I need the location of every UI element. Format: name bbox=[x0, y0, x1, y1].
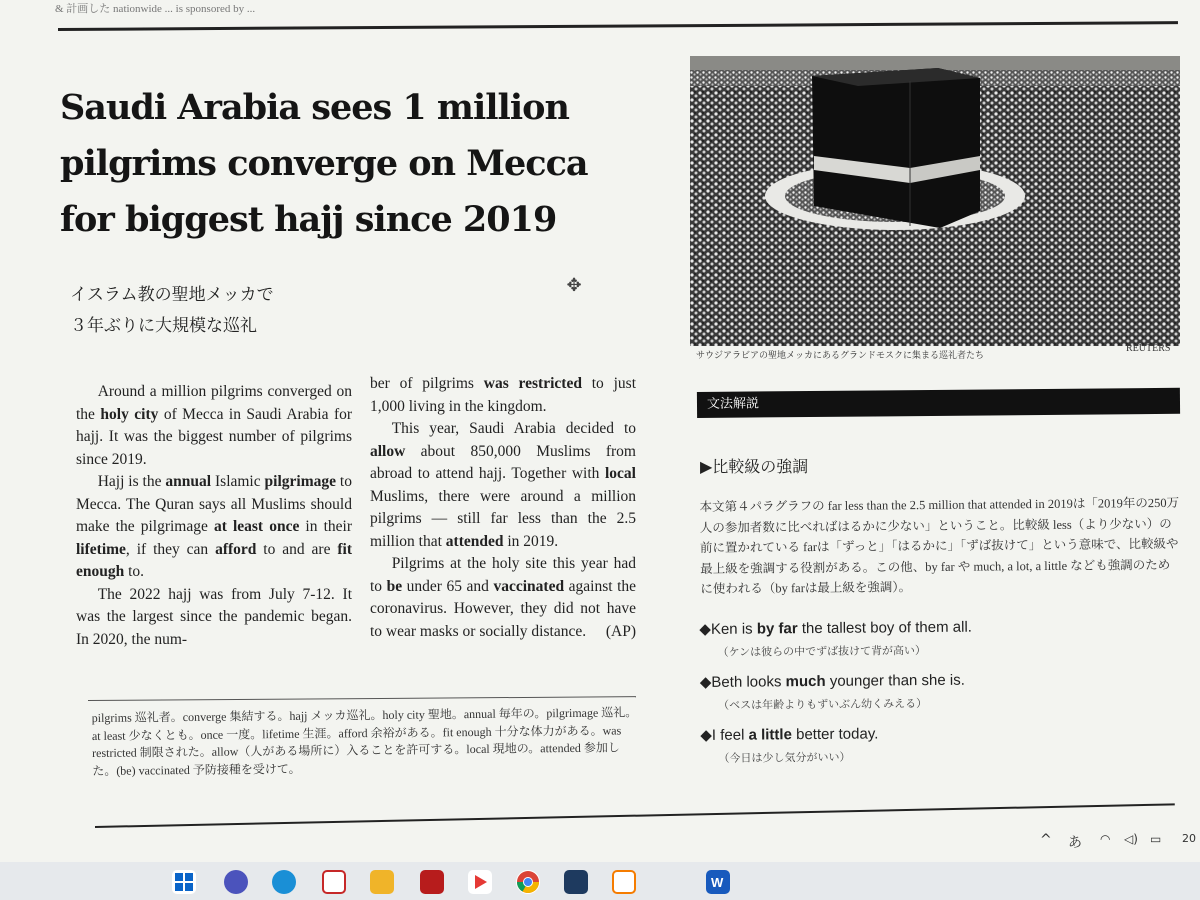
article-column-2 bbox=[370, 373, 636, 644]
grammar-header-bar bbox=[697, 388, 1180, 418]
wifi-icon[interactable]: ◠ bbox=[1100, 832, 1111, 846]
text: ber of pilgrims bbox=[370, 375, 484, 392]
paragraph-1 bbox=[76, 381, 352, 471]
battery-icon[interactable]: ▭ bbox=[1150, 832, 1162, 846]
start-icon[interactable] bbox=[172, 870, 196, 894]
text: Islamic bbox=[211, 473, 265, 490]
text: to Mecca. The Quran says all Muslims should make the pilgrimage bbox=[76, 473, 352, 535]
text: Pilgrims at the holy site this year had to bbox=[370, 555, 636, 595]
clock[interactable]: 20 bbox=[1182, 832, 1196, 845]
subheadline bbox=[70, 280, 274, 342]
text: younger than she is. bbox=[825, 671, 965, 690]
tv-app-icon[interactable] bbox=[420, 870, 444, 894]
example-en bbox=[699, 616, 1179, 640]
text: in 2019. bbox=[503, 532, 559, 550]
text: to and are bbox=[256, 540, 338, 558]
grammar-body: 本文第４パラグラフの far less than the 2.5 million that attended in 2019は「2019年の250万人の参加者数に比べればはるかに少ない」ということ。比較級 less（より少ない）の前に置かれている farは「ずっと」「はるかに」「ずば抜けて」という意味で、比較級や最上級を強調する役割がある。この他、by far や much, a lot, a little なども強調のために使われる（by farは最上級を強調）。 bbox=[699, 495, 1180, 596]
example-en bbox=[700, 722, 1180, 746]
text: to just 1,000 living in the kingdom. bbox=[370, 375, 636, 415]
crowd-photo-illustration bbox=[690, 56, 1180, 346]
top-strip-text: & 計画した nationwide ... is sponsored by ... bbox=[55, 3, 256, 15]
vocabulary-notes: pilgrims 巡礼者。converge 集結する。hajj メッカ巡礼。holy city 聖地。annual 毎年の。pilgrimage 巡礼。at least 少なくとも。once 一度。lifetime 生涯。afford 余裕がある。fit enough 十分な体力がある。was restricted 制限された。allow（人がある場所に）入ることを許可する。local 現地の。attended 参加した。(be) vaccinated 予防接種を受けて。 bbox=[91, 705, 638, 778]
vocab-term: be bbox=[386, 577, 403, 595]
subheadline-line-1: イスラム教の聖地メッカで bbox=[70, 285, 274, 305]
example-en bbox=[700, 669, 1180, 693]
system-tray[interactable] bbox=[1030, 826, 1200, 856]
paragraph-4 bbox=[370, 418, 636, 553]
example-3 bbox=[700, 722, 1180, 766]
text: ◆Ken is bbox=[699, 620, 757, 639]
vocab-divider bbox=[88, 696, 636, 701]
tray-overflow-chevron-icon[interactable]: ^ bbox=[1040, 832, 1052, 848]
vocab-term: fit enough bbox=[76, 540, 352, 580]
vocab-term: allow bbox=[370, 442, 406, 460]
file-explorer-icon[interactable] bbox=[370, 870, 394, 894]
text: ◆I feel bbox=[700, 726, 749, 744]
example-2 bbox=[700, 669, 1180, 713]
emphasis: much bbox=[785, 672, 826, 691]
text: against the coronavirus. However, they did not have to wear masks or socially distance. bbox=[370, 577, 637, 640]
article-column-1 bbox=[76, 381, 352, 651]
move-cursor-icon: ✥ bbox=[566, 275, 582, 296]
emphasis: a little bbox=[748, 726, 792, 744]
volume-icon[interactable]: ◁) bbox=[1124, 832, 1138, 846]
vocab-term: afford bbox=[215, 540, 257, 558]
text: ◆Beth looks bbox=[699, 673, 786, 692]
kaaba-photo bbox=[690, 56, 1180, 346]
paragraph-3: The 2022 hajj was from July 7-12. It was the largest since the pandemic began. In 2020, the num- bbox=[76, 585, 352, 648]
media-player-icon[interactable] bbox=[468, 870, 492, 894]
photo-caption: サウジアラビアの聖地メッカにあるグランドモスクに集まる巡礼者たち bbox=[696, 351, 985, 361]
example-ja: （今日は少し気分がいい） bbox=[718, 750, 851, 765]
vocab-term: local bbox=[605, 465, 636, 482]
vocab-term: holy city bbox=[100, 405, 159, 423]
vocab-term: lifetime bbox=[76, 540, 126, 558]
grammar-header: 文法解説 bbox=[706, 396, 760, 412]
text: Hajj is the bbox=[97, 473, 166, 490]
camera-icon[interactable] bbox=[612, 870, 636, 894]
edge-icon[interactable] bbox=[272, 870, 296, 894]
grammar-title: ▶比較級の強調 bbox=[700, 457, 809, 476]
example-1 bbox=[699, 616, 1179, 660]
chrome-icon[interactable] bbox=[516, 870, 540, 894]
photo-credit: REUTERS bbox=[1126, 343, 1171, 354]
text: Muslims, there were around a million pilgrims — still far less than the 2.5 million that bbox=[370, 487, 636, 550]
paragraph-2 bbox=[76, 471, 352, 584]
vocab-term: was restricted bbox=[483, 375, 582, 392]
text: under 65 and bbox=[402, 577, 494, 595]
paragraph-3-cont bbox=[370, 373, 636, 418]
text: Around a million pilgrims converged on the bbox=[76, 383, 352, 423]
text: , if they can bbox=[125, 540, 216, 558]
text: better today. bbox=[791, 725, 879, 744]
subheadline-line-2: ３年ぶりに大規模な巡礼 bbox=[70, 316, 257, 336]
example-ja: （ベスは年齢よりもずいぶん幼くみえる） bbox=[717, 697, 928, 712]
ime-indicator[interactable]: あ bbox=[1068, 835, 1082, 851]
terminal-icon[interactable] bbox=[564, 870, 588, 894]
vocab-term: annual bbox=[165, 473, 212, 490]
text: to. bbox=[124, 563, 145, 580]
text: of Mecca in Saudi Arabia for hajj. It was the biggest number of pilgrims since 2019. bbox=[76, 405, 353, 468]
vocab-term: pilgrimage bbox=[264, 473, 337, 490]
chat-icon[interactable] bbox=[224, 870, 248, 894]
headline: Saudi Arabia sees 1 million pilgrims converge on Mecca for biggest hajj since 2019 bbox=[60, 87, 588, 240]
bottom-rule bbox=[95, 803, 1175, 828]
ap-credit: (AP) bbox=[605, 623, 636, 640]
taskbar bbox=[0, 862, 1200, 900]
grammar-examples bbox=[699, 616, 1180, 779]
vocab-term: at least once bbox=[213, 518, 300, 535]
text: about 850,000 Muslims from abroad to attend hajj. Together with bbox=[370, 442, 636, 482]
text: the tallest boy of them all. bbox=[797, 618, 972, 638]
vocab-term: attended bbox=[445, 532, 504, 550]
text: This year, Saudi Arabia decided to bbox=[391, 420, 636, 437]
svg-text:W: W bbox=[711, 875, 724, 890]
vocab-term: vaccinated bbox=[493, 577, 565, 595]
top-rule bbox=[58, 21, 1178, 31]
red-app-icon[interactable] bbox=[322, 870, 346, 894]
word-icon[interactable] bbox=[706, 870, 730, 894]
text: in their bbox=[299, 518, 352, 535]
emphasis: by far bbox=[756, 620, 798, 638]
example-ja: （ケンは彼らの中でずば抜けて背が高い） bbox=[717, 644, 927, 659]
